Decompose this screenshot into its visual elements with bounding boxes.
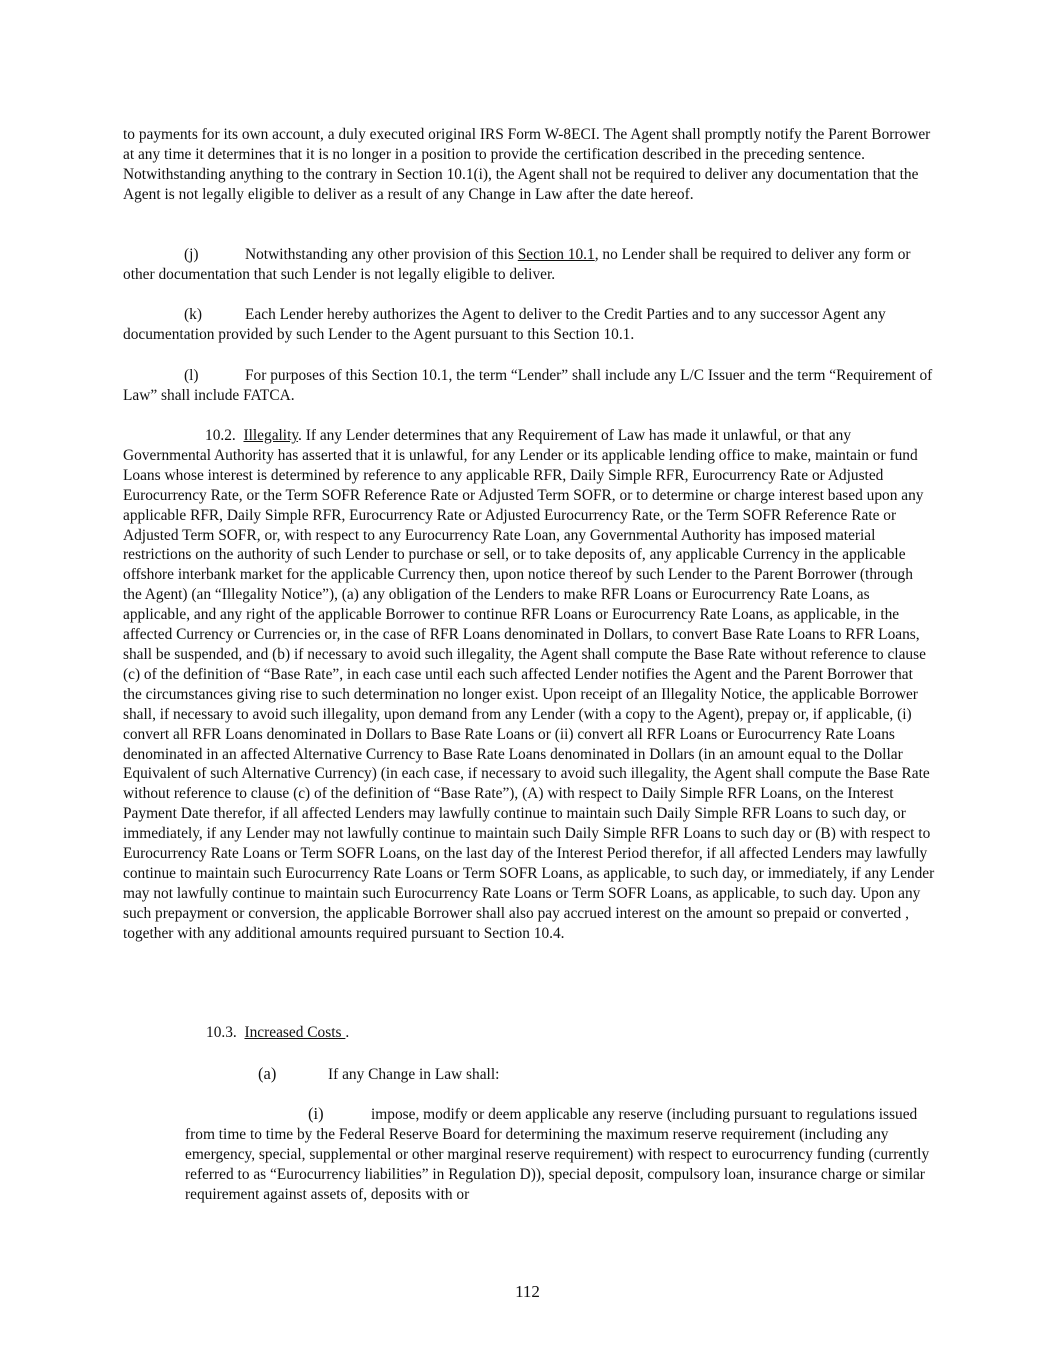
clause-l-text: For purposes of this Section 10.1, the term “Lender” shall include any L/C Issuer and the term “Requirement of Law” shall include FATCA. [123, 367, 933, 404]
section-heading-illegality: Illegality [243, 427, 299, 444]
section-10-2-body: . If any Lender determines that any Requirement of Law has made it unlawful, or that any Governmental Authority has asserted that it is unlawful, for any Lender or its applicable lending office to make, maintain or fund Loans whose interest is determined by reference to any applicable RFR, Daily Simple RFR, Eurocurrency Rate or Adjusted Eurocurrency Rate, or the Term SOFR Reference Rate or Adjusted Term SOFR, or to determine or charge interest based upon any applicable RFR, Daily Simple RFR, Eurocurrency Rate or Adjusted Eurocurrency Rate, or the Term SOFR Reference Rate or Adjusted Term SOFR, or, with respect to any Eurocurrency Rate Loan, any Governmental Authority has imposed material restrictions on the authority of such Lender to purchase or sell, or to take deposits of, any applicable Currency in the applicable offshore interbank market for the applicable Currency then, upon notice thereof by such Lender to the Parent Borrower (through the Agent) (an “Illegality Notice”), (a) any obligation of the Lenders to make RFR Loans or Eurocurrency Rate Loans, as applicable, and any right of the applicable Borrower to continue RFR Loans or Eurocurrency Rate Loans, as applicable, in the affected Currency or Currencies or, in the case of RFR Loans denominated in Dollars, to convert Base Rate Loans to RFR Loans, shall be suspended, and (b) if necessary to avoid such illegality, the Agent shall compute the Base Rate without reference to clause (c) of the definition of “Base Rate”, in each case until each such affected Lender notifies the Agent and the Parent Borrower that the circumstances giving rise to such determination no longer exist. Upon receipt of an Illegality Notice, the applicable Borrower shall, if necessary to avoid such illegality, upon demand from any Lender (with a copy to the Agent), prepay or, if applicable, (i) convert all RFR Loans denominated in Dollars to Base Rate Loans or (ii) convert all RFR Loans or Eurocurrency Rate Loans denominated in an affected Alternative Currency to Base Rate Loans denominated in Dollars (in an amount equal to the Dollar Equivalent of such Alternative Currency) (in each case, if necessary to avoid such illegality, the Agent shall compute the Base Rate without reference to clause (c) of the definition of “Base Rate”), (A) with respect to Daily Simple RFR Loans, on the Interest Payment Date therefor, if all affected Lenders may lawfully continue to maintain such Daily Simple RFR Loans to such day, or immediately, if any Lender may not lawfully continue to maintain such Daily Simple RFR Loans to such day or (B) with respect to Eurocurrency Rate Loans or Term SOFR Loans, on the last day of the Interest Period therefor, if all affected Lenders may lawfully continue to maintain such Eurocurrency Rate Loans or Term SOFR Loans, as applicable, to such day, or immediately, if any Lender may not lawfully continue to maintain such Eurocurrency Rate Loans or Term SOFR Loans, as applicable, to such day. Upon any such prepayment or conversion, the applicable Borrower shall also pay accrued interest on the amount so prepaid or converted , together with any additional amounts required pursuant to Section 10.4. [123, 427, 935, 942]
clause-i-text: impose, modify or deem applicable any reserve (including pursuant to regulations issued from time to time by the Federal Reserve Board for determining the maximum reserve requirement (including any emergency, special, supplemental or other marginal reserve requirement) with respect to eurocurrency funding (currently referred to as “Eurocurrency liabilities” in Regulation D)), special deposit, compulsory loan, insurance charge or similar requirement against assets of, deposits with or [185, 1106, 930, 1203]
section-heading-increased-costs: Increased Costs [244, 1024, 346, 1041]
clause-j-text-pre: Notwithstanding any other provision of this [245, 246, 518, 263]
intro-text: to payments for its own account, a duly executed original IRS Form W-8ECI. The Agent shall promptly notify the Parent Borrower at any time it determines that it is no longer in a position to provide the certification described in the preceding sentence. Notwithstanding anything to the contrary in Section 10.1(i), the Agent shall not be required to deliver any documentation that the Agent is not legally eligible to deliver as a result of any Change in Law after the date hereof. [123, 126, 931, 203]
section-number-10-3: 10.3. [206, 1024, 237, 1041]
paragraph-intro [123, 125, 935, 205]
clause-a [258, 1064, 499, 1085]
clause-label-i: (i) [308, 1104, 324, 1123]
clause-i [185, 1104, 935, 1205]
clause-a-text: If any Change in Law shall: [328, 1066, 500, 1083]
page-number: 112 [515, 1282, 540, 1301]
clause-k-text: Each Lender hereby authorizes the Agent to deliver to the Credit Parties and to any successor Agent any documentation provided by such Lender to the Agent pursuant to this Section 10.1. [123, 306, 886, 343]
paragraph-k [123, 305, 935, 345]
clause-label-l: (l) [184, 367, 199, 384]
clause-label-a: (a) [258, 1064, 277, 1083]
clause-label-k: (k) [184, 306, 202, 323]
clause-label-j: (j) [184, 246, 199, 263]
section-reference-link: Section 10.1 [517, 246, 595, 263]
section-10-2 [123, 426, 935, 944]
paragraph-j [123, 245, 935, 285]
clause-j-text-post: , no Lender shall be required to deliver any form or other documentation that such Lender is not legally eligible to deliver. [123, 246, 911, 283]
section-number-10-2: 10.2. [205, 427, 236, 444]
heading-period: . [345, 1024, 350, 1041]
section-10-3-heading [206, 1023, 349, 1043]
paragraph-l [123, 366, 935, 406]
